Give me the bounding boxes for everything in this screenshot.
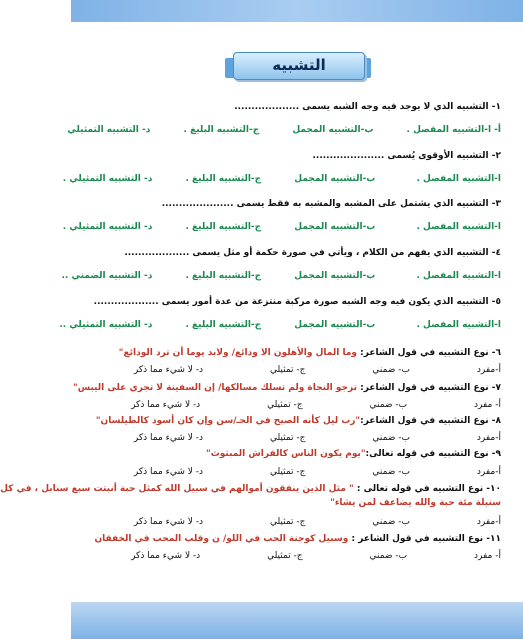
question-10-options (91, 517, 501, 527)
option: ب-التشبيه المجمل (294, 174, 376, 184)
question-4: ٤- التشبيه الذي يفهم من الكلام ، ويأتي في صورة حكمة أو مثل يسمى ................... (124, 248, 501, 258)
question-9-label: ٩- نوع التشبيه في قوله تعالى: (365, 449, 501, 459)
top-decorative-bar (71, 0, 523, 22)
question-1: ١- التشبيه الذي لا يوجد فيه وجه الشبه يسمى ................... (234, 102, 501, 112)
question-10 (0, 484, 501, 494)
bottom-decorative-bar (71, 602, 523, 639)
option: ج- تمثيلي (269, 365, 306, 375)
question-3-options (62, 222, 501, 232)
option: ب-التشبيه المجمل (294, 222, 376, 232)
option: ا-التشبيه المفصل . (416, 174, 501, 184)
option: ب-التشبيه المجمل (294, 271, 376, 281)
question-8-options (91, 433, 501, 443)
option: ج- تمثيلي (267, 400, 303, 410)
option: ج-التشبيه البليغ . (185, 320, 262, 330)
option: د- لا شيء مما ذكر (133, 467, 204, 477)
option: ب- ضمني (372, 365, 411, 375)
option: د- لا شيء مما ذكر (133, 433, 204, 443)
question-7 (73, 383, 501, 393)
option: ج-التشبيه البليغ . (183, 125, 260, 135)
question-10-quote: " مثل الذين ينفقون أموالهم في سبيل الله كمثل حبة أنبتت سبع سنابل ، في كل (0, 484, 357, 494)
question-4-options (61, 271, 501, 281)
option: ج-التشبيه البليغ . (185, 174, 262, 184)
question-7-quote: ترجو النجاة ولم تسلك مسالكها/ إن السفينة لا تجري على اليبس" (73, 383, 361, 393)
question-11-label: ١١- نوع التشبيه في قول الشاعر : (351, 534, 501, 544)
option: أ- مفرد (474, 400, 501, 410)
question-7-label: ٧- نوع التشبيه في قول الشاعر: (360, 383, 501, 393)
question-7-options (91, 400, 501, 410)
option: ب- ضمني (369, 551, 408, 561)
question-9-quote: "يوم يكون الناس كالفراش المبثوث" (206, 449, 366, 459)
option: ا-التشبيه المفصل . (416, 222, 501, 232)
option: د- التشبيه التمثيلي (67, 125, 151, 135)
question-9-options (91, 467, 501, 477)
option: د- التشبيه الضمني .. (61, 271, 153, 281)
question-11-options (91, 551, 501, 561)
option: د- لا شيء مما ذكر (131, 551, 201, 561)
option: ج- تمثيلي (269, 467, 306, 477)
question-6-options (91, 365, 501, 375)
title-banner (233, 52, 365, 80)
question-10-quote-continued: سنبلة مئة حبة والله يضاعف لمن يشاء" (330, 498, 501, 508)
option: ج-التشبيه البليغ . (185, 271, 262, 281)
page-title: التشبيه (272, 56, 326, 74)
option: أ-مفرد (476, 365, 501, 375)
question-3: ٣- التشبيه الذي يشتمل على المشبه والمشبه به فقط يسمى ..................... (161, 199, 501, 209)
option: د- التشبيه التمثيلي .. (59, 320, 153, 330)
option: أ-مفرد (476, 517, 501, 527)
question-11-quote: وسبيل كوجنة الحب في اللو/ ن وقلب المحب في الخفقان (94, 534, 352, 544)
title-area (71, 46, 523, 82)
question-8-quote: "رب ليل كأنه الصبح في الحـ/سن وإن كان أسود كالطيلسان" (95, 416, 361, 426)
question-10-label: ١٠- نوع التشبيه في قوله تعالى : (356, 484, 501, 494)
option: أ-مفرد (476, 467, 501, 477)
question-9 (91, 449, 501, 459)
option: ج-التشبيه البليغ . (185, 222, 262, 232)
question-11 (91, 534, 501, 544)
option: ب-التشبيه المجمل (292, 125, 374, 135)
option: د- لا شيء مما ذكر (131, 400, 201, 410)
question-6-label: ٦- نوع التشبيه في قول الشاعر: (360, 348, 501, 358)
option: ا-التشبيه المفصل . (416, 320, 501, 330)
option: د- لا شيء مما ذكر (133, 365, 204, 375)
option: أ- ا-التشبيه المفصل . (406, 125, 501, 135)
option: ب- ضمني (372, 433, 411, 443)
option: ج- تمثيلي (269, 433, 306, 443)
option: ب- ضمني (369, 400, 408, 410)
option: ب-التشبيه المجمل (294, 320, 376, 330)
option: ب- ضمني (372, 517, 411, 527)
option: ج- تمثيلي (267, 551, 303, 561)
option: ب- ضمني (372, 467, 411, 477)
question-5: ٥- التشبيه الذي يكون فيه وجه الشبه صورة مركبة منتزعة من عدة أمور يسمى ................... (93, 297, 501, 307)
question-5-options (59, 320, 501, 330)
option: د- التشبيه التمثيلي . (62, 222, 153, 232)
question-6 (91, 348, 501, 358)
option: د- لا شيء مما ذكر (133, 517, 204, 527)
option: د- التشبيه التمثيلي . (62, 174, 153, 184)
question-6-quote: وما المال والأهلون الا ودائع/ ولابد يوما أن ترد الودائع" (118, 348, 361, 358)
question-1-options (67, 125, 501, 135)
option: ج- تمثيلي (269, 517, 306, 527)
option: ا-التشبيه المفصل . (416, 271, 501, 281)
option: أ- مفرد (474, 551, 501, 561)
option: أ-مفرد (476, 433, 501, 443)
question-8 (91, 416, 501, 426)
question-8-label: ٨- نوع التشبيه في قول الشاعر: (360, 416, 501, 426)
question-2-options (62, 174, 501, 184)
question-2: ٢- التشبيه الأوقوى يُسمى ..................... (312, 151, 501, 161)
